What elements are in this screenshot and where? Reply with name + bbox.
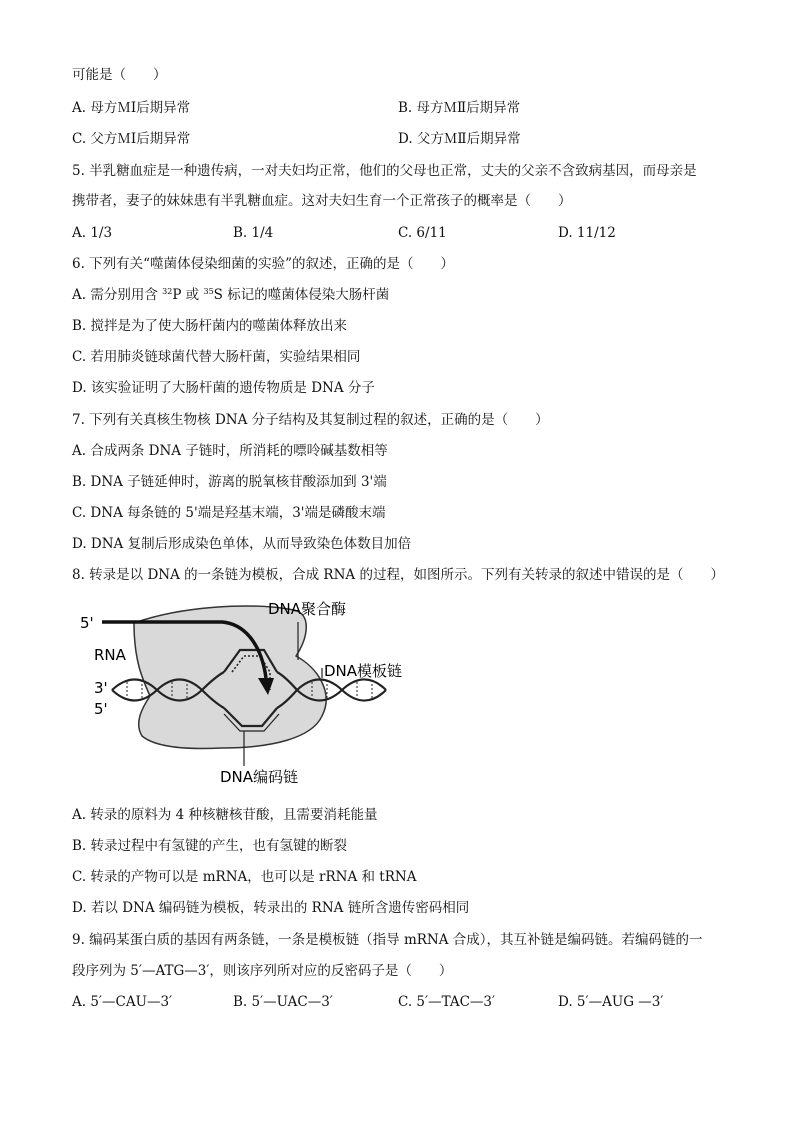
q6-option-c[interactable]: C. 若用肺炎链球菌代替大肠杆菌，实验结果相同 [72,349,361,365]
q6-option-a[interactable] [72,286,389,304]
label-template-strand: DNA模板链 [324,662,403,680]
q6-stem: 6. 下列有关“噬菌体侵染细菌的实验”的叙述，正确的是（ ） [72,256,454,272]
q9-option-a[interactable]: A. 5′—CAU—3′ [72,994,173,1010]
q8-stem: 8. 转录是以 DNA 的一条链为模板，合成 RNA 的过程，如图所示。下列有关转录的叙述中错误的是（ ） [72,567,724,583]
q4-option-a[interactable]: A. 母方ＭⅠ后期异常 [72,100,191,116]
transcription-figure [72,598,432,788]
q5-option-b[interactable]: B. 1/4 [233,225,274,241]
q6-option-a-post: S 标记的噬菌体侵染大肠杆菌 [213,287,390,303]
label-polymerase: DNA聚合酶 [268,600,347,618]
q9-option-b[interactable]: B. 5′—UAC—3′ [233,994,333,1010]
q8-option-a[interactable]: A. 转录的原料为 4 种核糖核苷酸，且需要消耗能量 [72,807,378,823]
q7-option-a[interactable]: A. 合成两条 DNA 子链时，所消耗的嘌呤碱基数相等 [72,443,388,459]
label-5prime-bottom: 5' [94,700,108,718]
q5-stem-line2: 携带者，妻子的妹妹患有半乳糖血症。这对夫妇生育一个正常孩子的概率是（ ） [72,193,572,209]
q6-option-a-mid: P 或 [172,287,204,303]
q7-stem: 7. 下列有关真核生物核 DNA 分子结构及其复制过程的叙述，正确的是（ ） [72,412,549,428]
q5-option-a[interactable]: A. 1/3 [72,225,113,241]
q5-stem-line1: 5. 半乳糖血症是一种遗传病，一对夫妇均正常，他们的父母也正常，丈夫的父亲不含致病基因，而母亲是 [72,163,697,179]
q7-option-d[interactable]: D. DNA 复制后形成染色单体，从而导致染色体数目加倍 [72,536,412,552]
q9-option-c[interactable]: C. 5′—TAC—3′ [398,994,496,1010]
label-rna: RNA [94,646,126,664]
q6-option-a-sup1: 32 [162,287,173,296]
label-coding-strand: DNA编码链 [220,768,299,786]
q4-option-b[interactable]: B. 母方ＭⅡ后期异常 [398,100,521,116]
q5-option-c[interactable]: C. 6/11 [398,225,447,241]
label-5prime-top: 5' [80,614,94,632]
label-3prime: 3' [94,679,108,697]
q9-stem-line1: 9. 编码某蛋白质的基因有两条链，一条是模板链（指导 mRNA 合成），其互补链是编码链。若编码链的一 [72,932,703,948]
q8-option-b[interactable]: B. 转录过程中有氢键的产生，也有氢键的断裂 [72,838,348,854]
q9-option-d[interactable]: D. 5′—AUG —3′ [558,994,664,1010]
q6-option-d[interactable]: D. 该实验证明了大肠杆菌的遗传物质是 DNA 分子 [72,380,375,396]
q4-stem-tail: 可能是（ ） [72,67,167,83]
q6-option-b[interactable]: B. 搅拌是为了使大肠杆菌内的噬菌体释放出来 [72,318,348,334]
q6-option-a-pre: A. 需分别用含 [72,287,163,303]
q8-option-c[interactable]: C. 转录的产物可以是 mRNA，也可以是 rRNA 和 tRNA [72,869,417,885]
q7-option-c[interactable]: C. DNA 每条链的 5'端是羟基末端，3'端是磷酸末端 [72,505,386,521]
q5-option-d[interactable]: D. 11/12 [558,225,616,241]
q6-option-a-sup2: 35 [203,287,214,296]
q9-stem-line2: 段序列为 5′—ATG—3′，则该序列所对应的反密码子是（ ） [72,963,453,979]
q4-option-d[interactable]: D. 父方ＭⅡ后期异常 [398,131,521,147]
q8-option-d[interactable]: D. 若以 DNA 编码链为模板，转录出的 RNA 链所含遗传密码相同 [72,900,470,916]
rna-polymerase-blob [134,606,326,748]
q4-option-c[interactable]: C. 父方ＭⅠ后期异常 [72,131,191,147]
q7-option-b[interactable]: B. DNA 子链延伸时，游离的脱氧核苷酸添加到 3'端 [72,474,387,490]
